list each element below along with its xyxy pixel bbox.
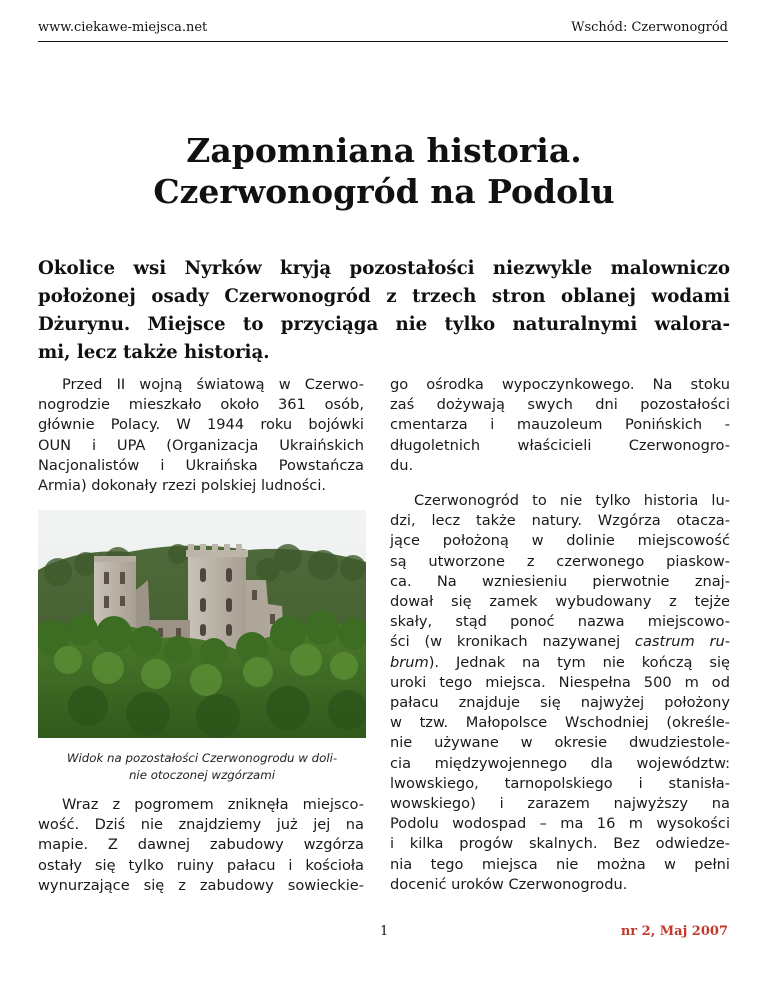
text-line: cia międzywojennego dla województw:	[390, 754, 730, 772]
issue-label: nr 2, Maj 2007	[620, 924, 728, 939]
header-site-link[interactable]: www.ciekawe-miejsca.net	[38, 20, 208, 35]
text-line: i kilka progów skalnych. Bez odwiedze-	[390, 835, 730, 853]
title-line-1: Zapomniana historia.	[186, 131, 582, 170]
text-line: długoletnich właścicieli Czerwonogro-	[390, 436, 730, 454]
text-line: wynurzające się z zabudowy sowieckie-	[38, 876, 364, 894]
photo-caption	[38, 750, 366, 784]
text-line: są utworzone z czerwonego piaskow-	[390, 552, 730, 570]
article-title	[0, 130, 768, 212]
castle-ruins-photo	[38, 510, 366, 738]
text-line: du.	[390, 456, 414, 474]
latin-term: castrum ru-	[634, 633, 730, 651]
lead-line: Okolice wsi Nyrków kryją pozostałości niezwykle malowniczo	[38, 258, 730, 279]
page-number: 1	[380, 924, 389, 939]
lead-line: Dżurynu. Miejsce to przyciąga nie tylko naturalnymi walora-	[38, 314, 730, 335]
lead-line: położonej osady Czerwonogród z trzech stron oblanej wodami	[38, 286, 730, 307]
text-line: dował się zamek wybudowany z tejże	[390, 593, 730, 611]
text-line	[390, 653, 730, 673]
caption-line-1: Widok na pozostałości Czerwonogrodu w doli-	[66, 751, 338, 765]
text-line	[390, 632, 730, 652]
text-line: nogrodzie mieszkało około 361 osób,	[38, 396, 364, 414]
text-line: ca. Na wzniesieniu pierwotnie znaj-	[390, 572, 730, 590]
text-line: Wraz z pogromem zniknęła miejsco-	[62, 796, 364, 813]
text-line: Armia) dokonały rzezi polskiej ludności.	[38, 477, 327, 495]
text-line: Przed II wojną światową w Czerwo-	[62, 376, 364, 393]
text-line: nia tego miejsca nie można w pełni	[390, 855, 730, 873]
right-paragraph-2	[390, 491, 730, 895]
lead-paragraph	[38, 255, 730, 367]
text-line: cmentarza i mauzoleum Ponińskich -	[390, 416, 730, 434]
header-section-label: Wschód: Czerwonogród	[571, 20, 728, 35]
right-paragraph-1	[390, 375, 730, 476]
text-line: jące położoną w dolinie miejscowość	[390, 532, 730, 550]
text-line: Czerwonogród to nie tylko historia lu-	[414, 492, 730, 509]
lead-line: mi, lecz także historią.	[38, 342, 270, 363]
left-paragraph-2	[38, 795, 364, 896]
title-line-2: Czerwonogród na Podolu	[153, 172, 615, 211]
text-line: Podolu wodospad – ma 16 m wysokości	[390, 815, 730, 833]
text-run: ści (w kronikach nazywanej	[390, 633, 635, 651]
left-paragraph-1	[38, 375, 364, 496]
text-line: Nacjonalistów i Ukraińska Powstańcza	[38, 456, 364, 474]
text-line: OUN i UPA (Organizacja Ukraińskich	[38, 436, 364, 454]
text-line: pałacu znajduje się najwyżej położony	[390, 694, 730, 712]
text-line: wowskiego) i zarazem najwyższy na	[390, 795, 730, 813]
text-line: lwowskiego, tarnopolskiego i stanisła-	[390, 774, 730, 792]
text-line: skały, stąd ponoć nazwa miejscowo-	[390, 613, 730, 631]
caption-line-2: nie otoczonej wzgórzami	[128, 768, 276, 782]
text-line: ostały się tylko ruiny pałacu i kościoła	[38, 856, 364, 874]
text-line: wość. Dziś nie znajdziemy już jej na	[38, 816, 364, 834]
text-line: go ośrodka wypoczynkowego. Na stoku	[390, 376, 730, 393]
header-divider	[38, 41, 728, 42]
text-line: w tzw. Małopolsce Wschodniej (określe-	[390, 714, 730, 732]
text-line: docenić uroków Czerwonogrodu.	[390, 875, 628, 893]
text-line: mapie. Z dawnej zabudowy wzgórza	[38, 836, 364, 854]
text-line: dzi, lecz także natury. Wzgórza otacza-	[390, 512, 730, 530]
text-line: uroki tego miejsca. Niespełna 500 m od	[390, 673, 730, 691]
text-line: głównie Polacy. W 1944 roku bojówki	[38, 416, 364, 434]
latin-term: brum	[390, 653, 429, 671]
text-run: ). Jednak na tym nie kończą się	[428, 653, 730, 671]
text-line: zaś dożywają swych dni pozostałości	[390, 396, 730, 414]
text-line: nie używane w okresie dwudziestole-	[390, 734, 730, 752]
